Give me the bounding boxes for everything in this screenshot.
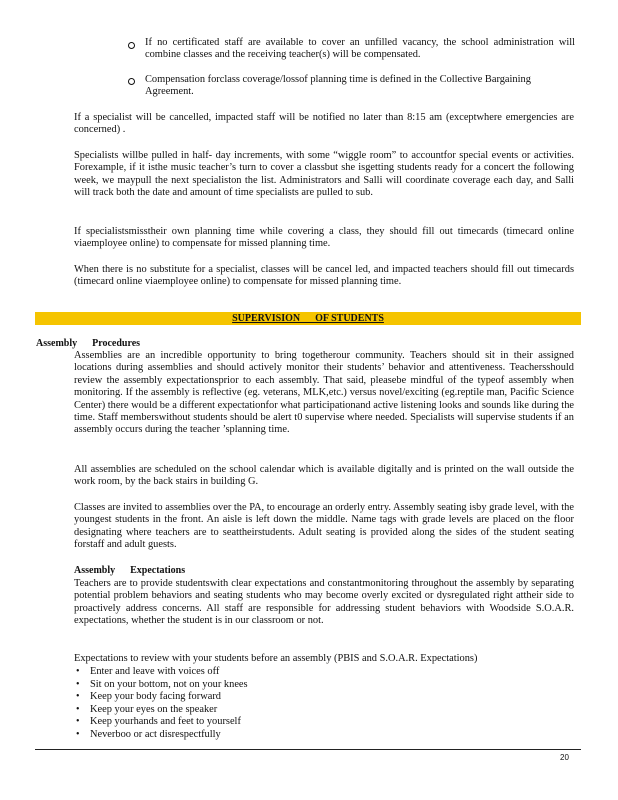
filled-dot-icon: • [76,691,80,703]
filled-dot-icon: • [76,666,80,677]
paragraph-no-substitute: When there is no substitute for a specialist, classes will be cancel led, and impacted teachers should fill out timecards (timecard online viaemployee online) to compensate for missed planning time. [74,264,574,288]
filled-dot-icon: • [76,703,80,715]
sub-bullet-text: If no certificated staff are available to cover an unfilled vacancy, the school administration will combine classes and the receiving teacher(s) will be compensated. [145,37,575,61]
assembly-seating-paragraph: Classes are invited to assemblies over the PA, to encourage an orderly entry. Assembly seating isby grade level, with the youngest students in the front. An aisle is left down the middle. Name tags with grade levels are placed on the floor designating where teachers are to seattheirstudents. Adult seating is provided along the sides of the student seating forstaff and adult guests. [74,502,574,551]
assembly-intro-paragraph: Assemblies are an incredible opportunity to bring togetherour community. Teachers should sit in their assigned locations during assemblies and should actively monitor their students’ behavior and attentiveness. Teachersshould review the assembly expectationsprior to each assembly. That said, pleasebe mindful of the typeof assembly when monitoring. If the assembly is reflective (eg. veterans, MLK,etc.) versus novel/exciting (eg.reptile man, Pacific Science Center) there would be a different expectationfor what participationand active listening looks and sounds like during the time. Staff memberswithout students should be alert t0 supervise where needed. Specialists will supervise students if an assembly occurs during the teacher ’splanning time. [74,350,574,436]
assembly-expectations-paragraph: Teachers are to provide studentswith clear expectations and constantmonitoring throughout the assembly by separating potential problem behaviors and seating students who may become overly excited or dysregulated right attheir side to proactively address concerns. All staff are responsible for addressing student behaviors with Woodside S.O.A.R. expectations, whether the student is in our classroom or not. [74,578,574,627]
hollow-circle-icon [128,78,135,85]
list-item: • Keep your eyes on the speaker [76,703,218,715]
sub-bullet-text: Compensation forclass coverage/lossof planning time is defined in the Collective Bargaining Agreement. [145,74,531,98]
page-number: 20 [560,753,569,762]
filled-dot-icon: • [76,728,80,740]
footer-rule [35,749,581,750]
assembly-expectations-heading: Assembly Expectations [74,565,186,576]
list-item: • Keep your body facing forward [76,691,221,703]
list-item: • Sit on your bottom, not on your knees [76,678,248,690]
review-list [74,666,474,742]
list-item: • Enter and leave with voices off [76,666,220,677]
filled-dot-icon: • [76,678,80,690]
paragraph-cancelled: If a specialist will be cancelled, impacted staff will be notified no later than 8:15 am (exceptwhere emergencies are concerned) . [74,112,574,136]
review-intro: Expectations to review with your students before an assembly (PBIS and S.O.A.R. Expectations) [74,653,478,664]
paragraph-pulled: Specialists willbe pulled in half- day increments, with some “wiggle room” to accountfor special events or activities. Forexample, if it isthe music teacher’s turn to cover a classbut she isgetting students ready for a concert the following week, we maypull the next specialiston the list. Administrators and Salli will coordinate coverage each day, and Salli will track both the date and amount of time specialists are pulled to sub. [74,150,574,199]
section-banner: SUPERVISION OF STUDENTS [35,312,581,325]
list-item: • Neverboo or act disrespectfully [76,728,221,740]
hollow-circle-icon [128,42,135,49]
filled-dot-icon: • [76,716,80,728]
assembly-procedures-heading: Assembly Procedures [36,338,141,349]
list-item: • Keep yourhands and feet to yourself [76,716,241,728]
assembly-calendar-paragraph: All assemblies are scheduled on the school calendar which is available digitally and is printed on the wall outside the work room, by the back stairs in building G. [74,464,574,488]
paragraph-miss-planning: If specialistsmisstheir own planning time while covering a class, they should fill out timecards (timecard online viaemployee online) to compensate for missed planning time. [74,226,574,250]
